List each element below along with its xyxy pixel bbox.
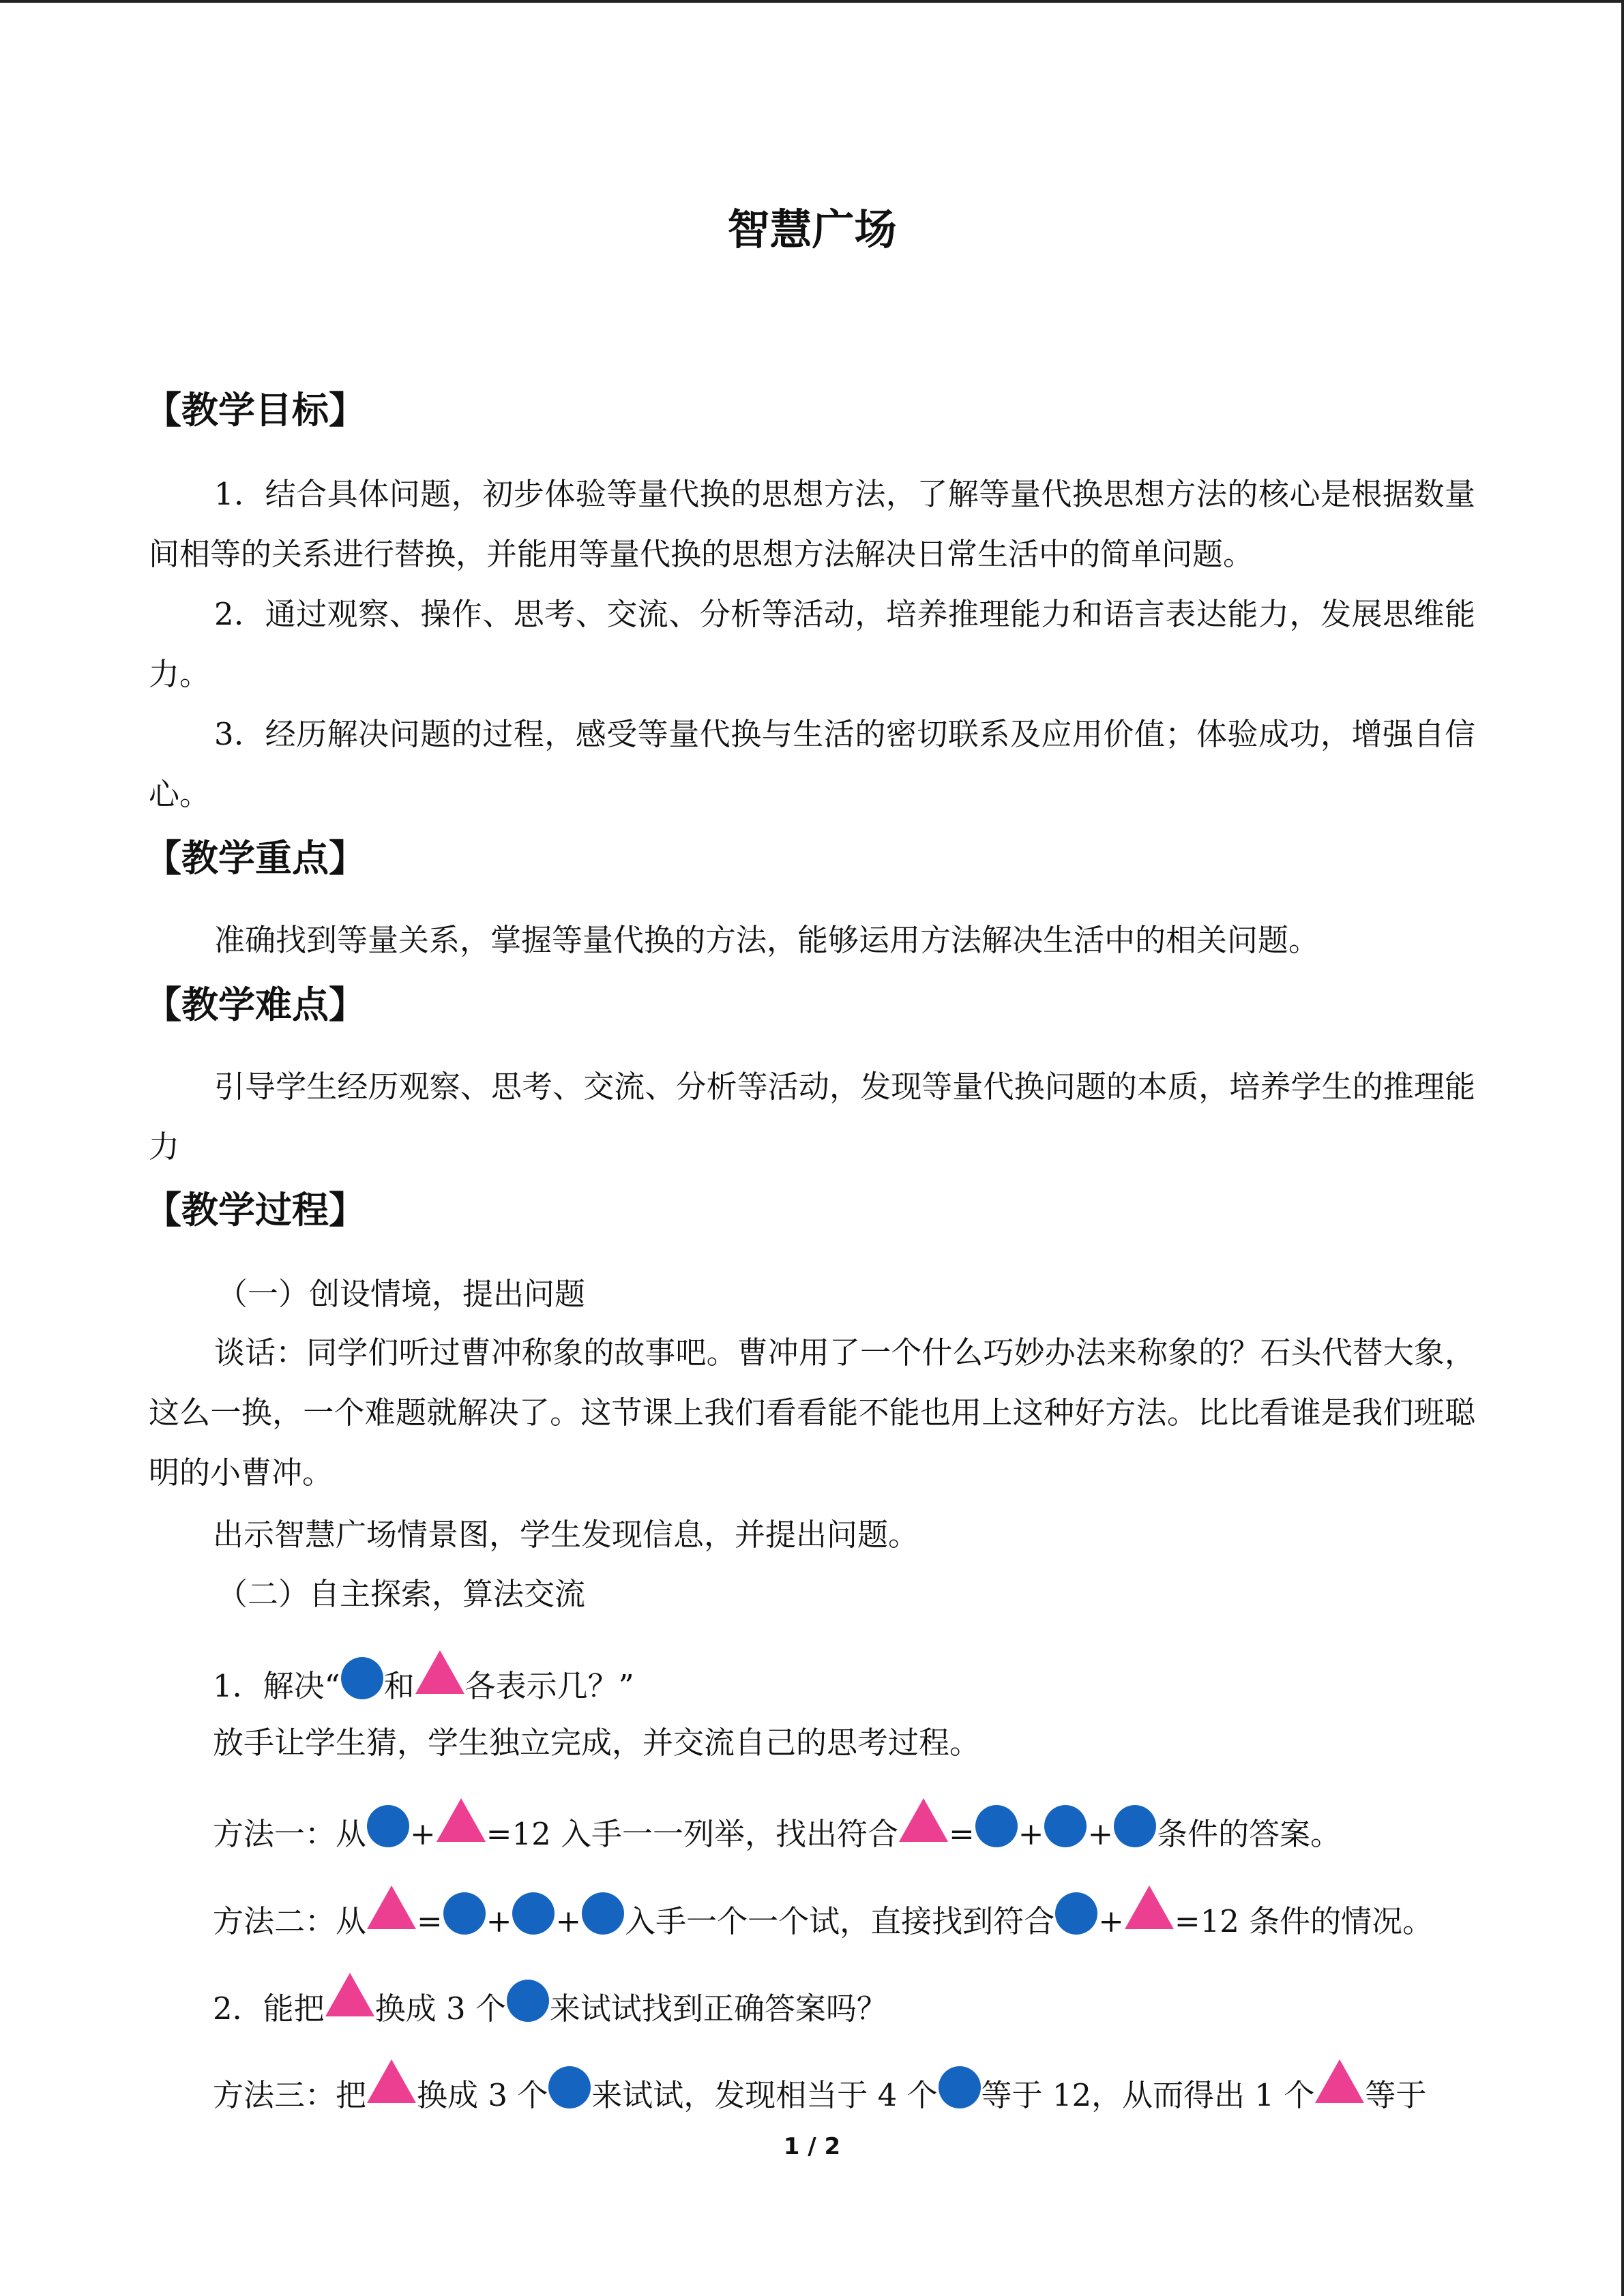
method-1 [213, 1798, 1341, 1853]
triangle-icon [437, 1798, 486, 1842]
equals-sign: = [949, 1816, 975, 1852]
circle-icon [1044, 1805, 1087, 1847]
plus-sign: + [1098, 1903, 1124, 1939]
triangle-icon [367, 2059, 416, 2103]
circle-icon [939, 2066, 981, 2108]
m3-text-e: 等于 [1365, 2077, 1427, 2113]
triangle-icon [325, 1973, 374, 2016]
q2-text-c: 来试试找到正确答案吗？ [549, 1991, 887, 2027]
q1-text-a: 1．解决“ [213, 1668, 340, 1704]
talk-paragraph: 谈话：同学们听过曹冲称象的故事吧。曹冲用了一个什么巧妙办法来称象的？石头代替大象，这么一换，一个难题就解决了。这节课上我们看看能不能也用上这种好方法。比比看谁是我们班聪明的小曹冲。 [149, 1335, 1475, 1491]
triangle-icon [415, 1650, 464, 1694]
page-border-top [0, 0, 1624, 3]
m3-text-a: 方法三：把 [213, 2077, 367, 2113]
circle-icon [548, 2066, 591, 2108]
heading-process: 【教学过程】 [145, 1189, 366, 1232]
question-1 [213, 1650, 634, 1705]
step2-title: （二）自主探索，算法交流 [217, 1576, 586, 1612]
circle-icon [512, 1892, 555, 1935]
heading-goals: 【教学目标】 [145, 389, 366, 432]
method-3 [213, 2059, 1426, 2114]
guess-text: 放手让学生猜，学生独立完成，并交流自己的思考过程。 [213, 1725, 981, 1761]
equals-sign: = [417, 1903, 443, 1939]
q1-text-b: 和 [383, 1668, 415, 1704]
circle-icon [1114, 1805, 1156, 1847]
heading-difficulties: 【教学难点】 [145, 983, 366, 1026]
m2-text-c: =12 条件的情况。 [1174, 1903, 1434, 1939]
q1-text-c: 各表示几？” [464, 1668, 634, 1704]
m3-text-c: 来试试，发现相当于 4 个 [591, 2077, 938, 2113]
circle-icon [582, 1892, 624, 1935]
m3-text-b: 换成 3 个 [417, 2077, 548, 2113]
circle-icon [443, 1892, 486, 1935]
circle-icon [975, 1805, 1018, 1847]
circle-icon [507, 1980, 549, 2022]
plus-sign: + [410, 1816, 436, 1852]
plus-sign: + [1087, 1816, 1114, 1852]
m2-text-b: 入手一个一个试，直接找到符合 [625, 1903, 1055, 1939]
method-2 [213, 1885, 1433, 1940]
circle-icon [341, 1657, 383, 1699]
q2-text-b: 换成 3 个 [374, 1991, 506, 2027]
difficulties-text: 引导学生经历观察、思考、交流、分析等活动，发现等量代换问题的本质，培养学生的推理能力 [149, 1069, 1475, 1165]
step1-title: （一）创设情境，提出问题 [217, 1276, 586, 1312]
question-2 [213, 1973, 887, 2027]
plus-sign: + [1018, 1816, 1044, 1852]
triangle-icon [1125, 1885, 1174, 1929]
m3-text-d: 等于 12，从而得出 1 个 [981, 2077, 1315, 2113]
m1-text-b: =12 入手一一列举，找出符合 [486, 1816, 899, 1852]
m1-text-c: 条件的答案。 [1157, 1816, 1342, 1852]
page-border-right [1621, 0, 1624, 2296]
plus-sign: + [555, 1903, 582, 1939]
page-number: 1 / 2 [783, 2133, 841, 2160]
show-scene-text: 出示智慧广场情景图，学生发现信息，并提出问题。 [213, 1517, 919, 1553]
triangle-icon [1315, 2059, 1364, 2103]
m2-text-a: 方法二：从 [213, 1903, 367, 1939]
triangle-icon [367, 1885, 416, 1929]
m1-text-a: 方法一：从 [213, 1816, 367, 1852]
heading-key-points: 【教学重点】 [145, 837, 366, 880]
goal-item-1: 1．结合具体问题，初步体验等量代换的思想方法，了解等量代换思想方法的核心是根据数量间相等的关系进行替换，并能用等量代换的思想方法解决日常生活中的简单问题。 [149, 476, 1475, 572]
circle-icon [367, 1805, 409, 1847]
key-points-text: 准确找到等量关系，掌握等量代换的方法，能够运用方法解决生活中的相关问题。 [214, 922, 1320, 958]
goal-item-3: 3．经历解决问题的过程，感受等量代换与生活的密切联系及应用价值；体验成功，增强自信心。 [149, 716, 1475, 812]
triangle-icon [899, 1798, 948, 1842]
circle-icon [1055, 1892, 1097, 1935]
goal-item-2: 2．通过观察、操作、思考、交流、分析等活动，培养推理能力和语言表达能力，发展思维能力。 [149, 596, 1475, 692]
page-title: 智慧广场 [727, 205, 897, 254]
q2-text-a: 2．能把 [213, 1991, 325, 2027]
plus-sign: + [486, 1903, 512, 1939]
